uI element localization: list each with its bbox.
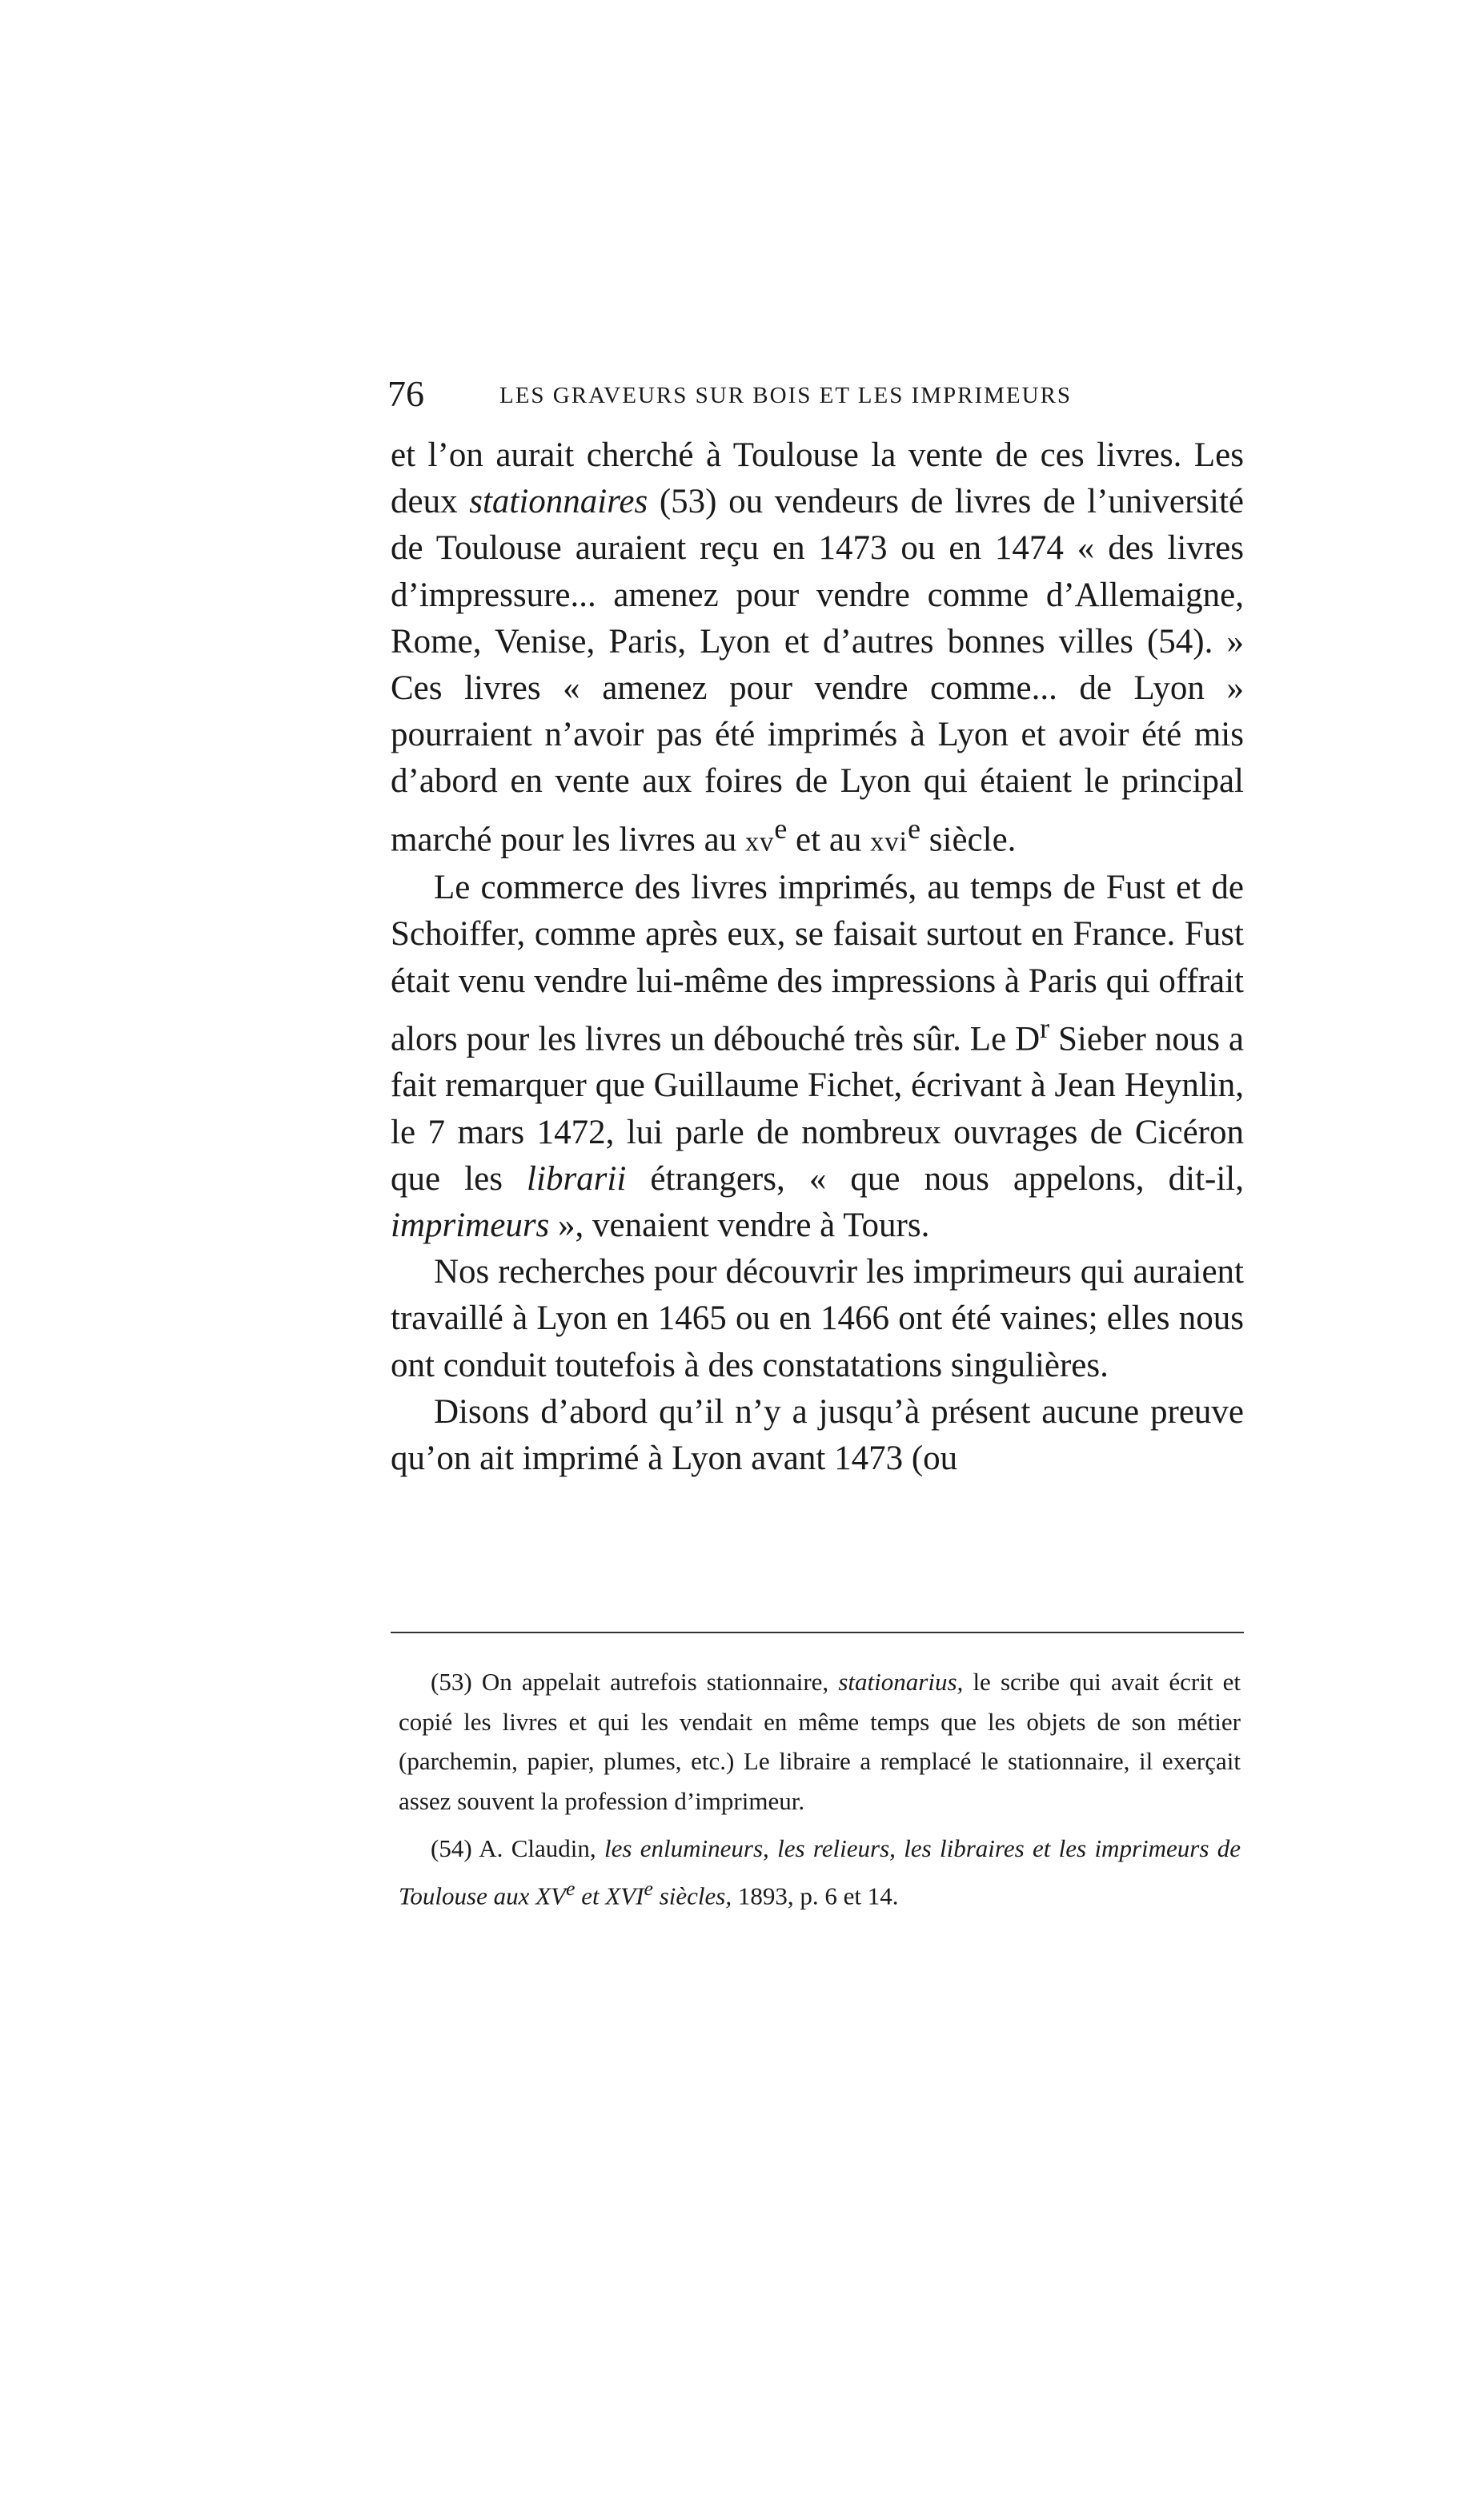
text-run: Sieber nous a fait remarquer que Guillaume Fichet, écrivant à Jean Heynlin, le 7 mars 1472, lui parle de nombreux ouvrages de Cicéron que les bbox=[391, 1020, 1244, 1198]
text-run: le scribe qui avait écrit et copié les livres et qui les vendait en même temps que les objets de son métier (parchemin, papier, plumes, etc.) Le libraire a remplacé le stationnaire, il exerçait assez souvent la profession d’imprimeur. bbox=[399, 1668, 1241, 1815]
text-run: (54) A. Claudin, bbox=[431, 1834, 604, 1862]
running-title: LES GRAVEURS SUR BOIS ET LES IMPRIMEURS bbox=[499, 383, 1073, 408]
footnote-53 bbox=[399, 1662, 1241, 1821]
text-run: 1893, p. 6 et 14. bbox=[732, 1881, 899, 1910]
text-run: et l’on aurait cherché à Toulouse la vente de ces livres. Les deux bbox=[391, 436, 1244, 521]
superscript: e bbox=[565, 1876, 576, 1900]
century-numeral: xv bbox=[744, 825, 775, 857]
text-run: siècle. bbox=[920, 820, 1017, 858]
text-run: et au bbox=[787, 820, 871, 858]
italic-title: et XVI bbox=[575, 1881, 644, 1910]
superscript: e bbox=[644, 1876, 653, 1900]
italic-term: stationarius, bbox=[838, 1668, 964, 1696]
text-run: (53) ou vendeurs de livres de l’université de Toulouse auraient reçu en 1473 ou en 1474 « des livres d’impressure... amenez pour vendre comme d’Allemaigne, Rome, Venise, Paris, Lyon et d’autres bonnes villes (54). » Ces livres « amenez pour vendre comme... de Lyon » pourraient n’avoir pas été imprimés à Lyon et avoir été mis d’abord en vente aux foires de Lyon qui étaient le principal marché pour les livres au bbox=[391, 483, 1244, 858]
superscript: r bbox=[1040, 1011, 1050, 1044]
footnotes bbox=[399, 1662, 1241, 1923]
text-run: étrangers, « que nous appelons, dit-il, bbox=[626, 1159, 1244, 1198]
main-text bbox=[391, 432, 1244, 1482]
italic-title: les enlumineurs, les relieurs, les libraires et les imprimeurs de Toulouse aux XV bbox=[399, 1834, 1241, 1910]
text-run: », venaient vendre à Tours. bbox=[549, 1206, 930, 1244]
page-number: 76 bbox=[387, 373, 424, 414]
footnote-54 bbox=[399, 1829, 1241, 1915]
superscript: e bbox=[908, 812, 921, 845]
paragraph-3: Nos recherches pour découvrir les imprimeurs qui auraient travaillé à Lyon en 1465 ou en 1466 ont été vaines; elles nous ont conduit toutefois à des constatations singulières. bbox=[391, 1253, 1244, 1384]
superscript: e bbox=[774, 812, 788, 845]
italic-term: imprimeurs bbox=[391, 1206, 550, 1244]
running-header bbox=[387, 370, 1244, 418]
paragraph-2 bbox=[391, 865, 1244, 1249]
century-numeral: xvi bbox=[870, 825, 908, 857]
footnote-divider bbox=[391, 1632, 1244, 1633]
italic-title: siècles, bbox=[652, 1881, 732, 1910]
italic-term: librarii bbox=[527, 1159, 627, 1198]
italic-term: stationnaires bbox=[469, 483, 648, 521]
paragraph-4: Disons d’abord qu’il n’y a jusqu’à présent aucune preuve qu’on ait imprimé à Lyon avant 1473 (ou bbox=[391, 1392, 1244, 1477]
paragraph-1 bbox=[391, 432, 1244, 865]
text-run: Le commerce des livres imprimés, au temps de Fust et de Schoiffer, comme après eux, se faisait surtout en France. Fust était venu vendre lui-même des impressions à Paris qui offrait alors pour les livres un débouché très sûr. Le D bbox=[391, 869, 1244, 1058]
text-run: (53) On appelait autrefois stationnaire, bbox=[431, 1668, 839, 1696]
